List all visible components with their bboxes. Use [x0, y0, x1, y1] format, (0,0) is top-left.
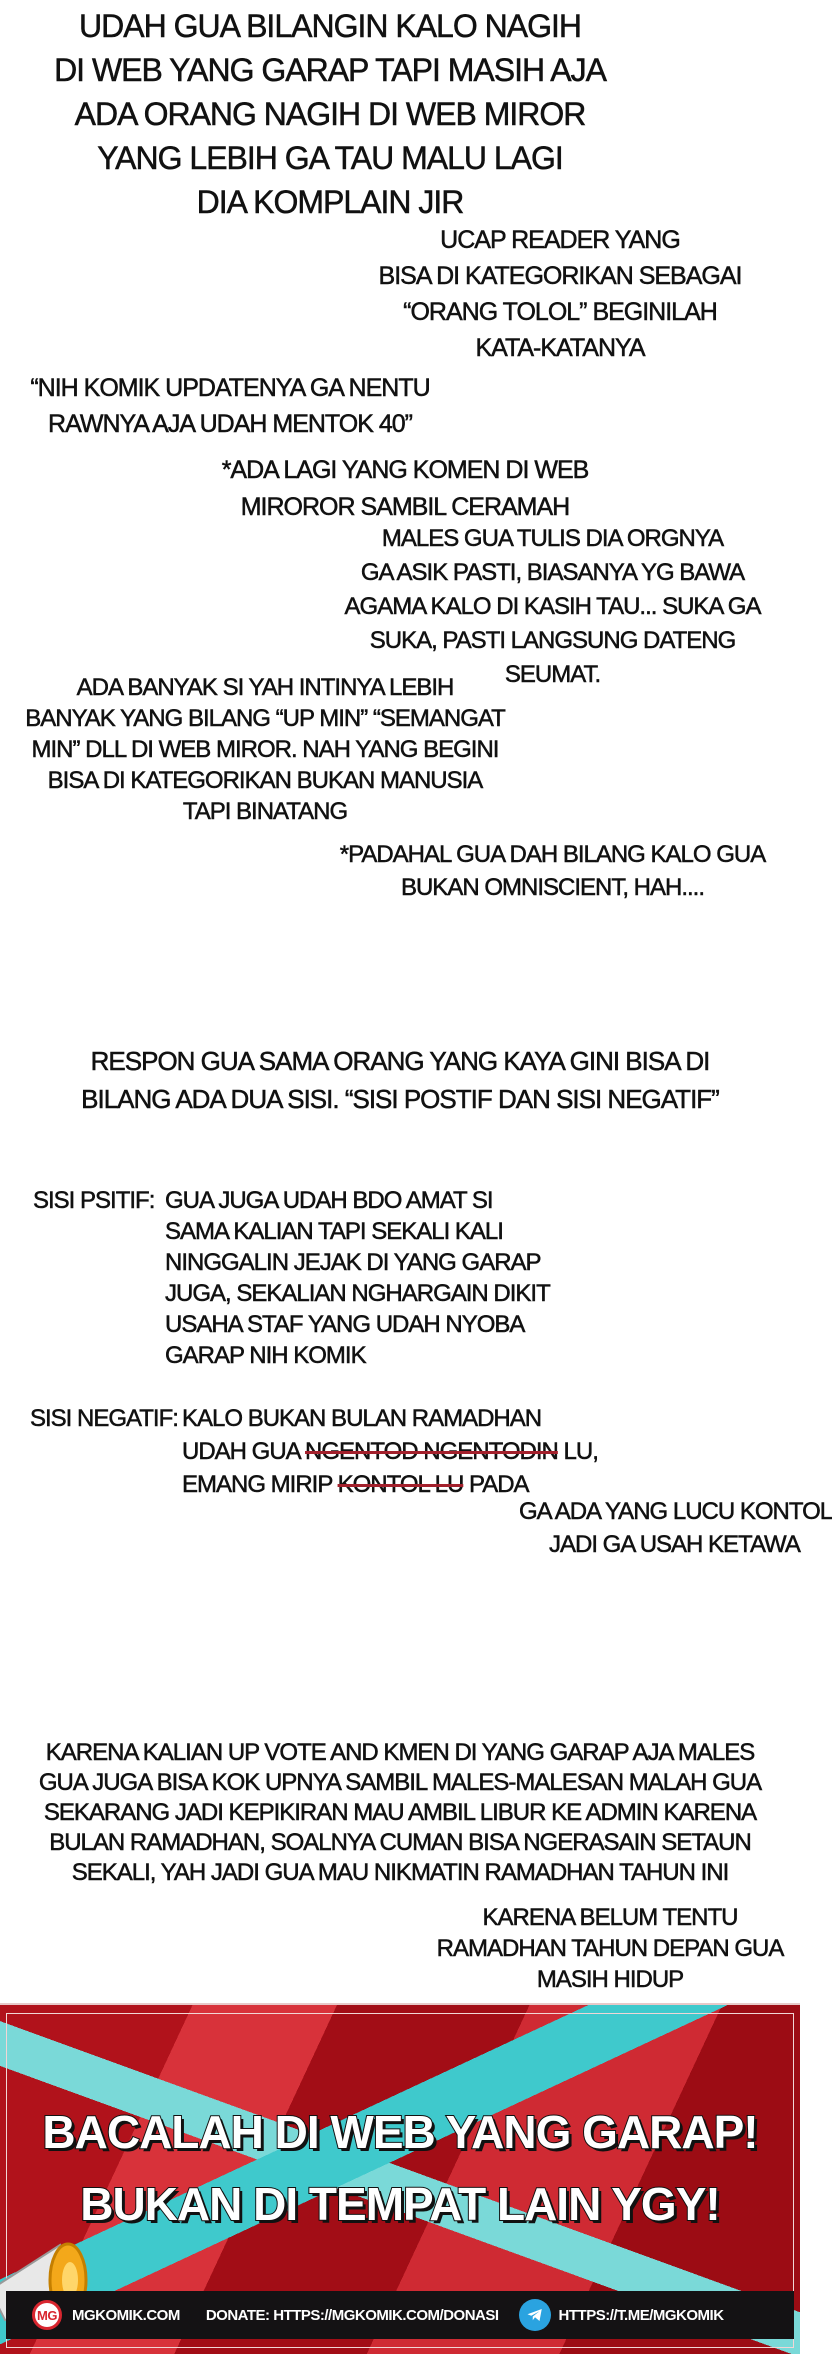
text-line: TAPI BINATANG: [182, 798, 348, 825]
text-line: DIA KOMPLAIN JIR: [196, 184, 464, 220]
text-block-mirror-comment: [190, 452, 620, 526]
text: EMANG MIRIP: [182, 1471, 338, 1498]
negative-label: SISI NEGATIF:: [30, 1405, 178, 1432]
text-line: SEKALI, YAH JADI GUA MAU NIKMATIN RAMADHAN TAHUN INI: [71, 1859, 729, 1886]
text-line: UCAP READER YANG: [440, 226, 680, 254]
text-block-reader: [360, 222, 760, 366]
text-line: MALES GUA TULIS DIA ORGNYA: [381, 525, 724, 552]
text-line: JADI GA USAH KETAWA: [549, 1531, 800, 1558]
promo-banner: [0, 2003, 800, 2354]
text-line: BULAN RAMADHAN, SOALNYA CUMAN BISA NGERASAIN SETAUN: [49, 1829, 751, 1856]
text-block-intro: [0, 4, 660, 224]
text-line: RESPON GUA SAMA ORANG YANG KAYA GINI BISA DI: [90, 1046, 710, 1076]
text-block-banyak: [0, 672, 530, 827]
text-line: MASIH HIDUP: [536, 1966, 684, 1993]
donate-link[interactable]: DONATE: HTTPS://MGKOMIK.COM/DONASI: [205, 2306, 499, 2324]
text-line: KARENA KALIAN UP VOTE AND KMEN DI YANG GARAP AJA MALES: [45, 1739, 755, 1766]
site-link[interactable]: MGKOMIK.COM: [72, 2306, 180, 2324]
text-line: BISA DI KATEGORIKAN SEBAGAI: [378, 262, 742, 290]
text: LU,: [557, 1438, 598, 1465]
text-line: ADA BANYAK SI YAH INTINYA LEBIH: [76, 674, 454, 701]
text-block-lucu: [519, 1495, 832, 1561]
text-line: BISA DI KATEGORIKAN BUKAN MANUSIA: [47, 767, 483, 794]
text-line: BILANG ADA DUA SISI. “SISI POSTIF DAN SISI NEGATIF”: [81, 1084, 719, 1114]
text-line: “ORANG TOLOL” BEGINILAH: [403, 298, 717, 326]
text-line: *ADA LAGI YANG KOMEN DI WEB: [221, 456, 589, 484]
text-line: [182, 1435, 598, 1468]
text-line: SEUMAT.: [504, 661, 601, 688]
negative-text: [182, 1402, 598, 1501]
text-line: SUKA, PASTI LANGSUNG DATENG: [369, 627, 736, 654]
text-line: DI WEB YANG GARAP TAPI MASIH AJA: [54, 52, 606, 88]
text-line: ADA ORANG NAGIH DI WEB MIROR: [74, 96, 586, 132]
text-line: NINGGALIN JEJAK DI YANG GARAP: [165, 1249, 541, 1276]
text-line: YANG LEBIH GA TAU MALU LAGI: [97, 140, 563, 176]
text-line: “NIH KOMIK UPDATENYA GA NENTU: [30, 374, 430, 402]
telegram-link[interactable]: HTTPS://T.ME/MGKOMIK: [558, 2306, 724, 2324]
positive-text: [165, 1185, 550, 1371]
text-block-respon: [0, 1042, 800, 1118]
text: PADA: [463, 1471, 529, 1498]
text-line: GA ADA YANG LUCU KONTOL: [519, 1498, 832, 1525]
text-block-karena: [0, 1738, 800, 1888]
text-line: *PADAHAL GUA DAH BILANG KALO GUA: [339, 841, 766, 868]
text-line: GARAP NIH KOMIK: [165, 1342, 366, 1369]
banner-title-line: BACALAH DI WEB YANG GARAP!: [42, 2106, 758, 2158]
text-line: RAMADHAN TAHUN DEPAN GUA: [436, 1935, 784, 1962]
text-line: SEKARANG JADI KEPIKIRAN MAU AMBIL LIBUR KE ADMIN KARENA: [43, 1799, 757, 1826]
text-line: BANYAK YANG BILANG “UP MIN” “SEMANGAT: [25, 705, 505, 732]
text-line: GUA JUGA BISA KOK UPNYA SAMBIL MALES-MALESAN MALAH GUA: [38, 1769, 762, 1796]
text-line: USAHA STAF YANG UDAH NYOBA: [165, 1311, 525, 1338]
text-line: UDAH GUA BILANGIN KALO NAGIH: [79, 8, 581, 44]
text-line: JUGA, SEKALIAN NGHARGAIN DIKIT: [165, 1280, 550, 1307]
text-block-males: [330, 522, 775, 692]
text-line: KALO BUKAN BULAN RAMADHAN: [182, 1405, 542, 1432]
text: UDAH GUA: [182, 1438, 306, 1465]
text-block-padahal: [330, 838, 775, 904]
positive-label: SISI PSITIF:: [33, 1187, 155, 1214]
banner-title-line: BUKAN DI TEMPAT LAIN YGY!: [80, 2178, 720, 2230]
text-line: KARENA BELUM TENTU: [482, 1904, 738, 1931]
text-block-quote: [0, 370, 460, 442]
mgkomik-logo: MG: [32, 2300, 62, 2330]
struck-text: KONTOL LU: [337, 1471, 464, 1498]
telegram-icon: [519, 2299, 551, 2331]
text-line: BUKAN OMNISCIENT, HAH....: [400, 874, 705, 901]
text-line: GUA JUGA UDAH BDO AMAT SI: [165, 1187, 493, 1214]
text-line: RAWNYA AJA UDAH MENTOK 40”: [48, 410, 412, 438]
text-line: GA ASIK PASTI, BIASANYA YG BAWA: [360, 559, 745, 586]
struck-text: NGENTOD NGENTODIN: [305, 1438, 558, 1465]
text-line: KATA-KATANYA: [475, 334, 645, 362]
text-line: MIN” DLL DI WEB MIROR. NAH YANG BEGINI: [31, 736, 499, 763]
text-line: SAMA KALIAN TAPI SEKALI KALI: [165, 1218, 503, 1245]
text-line: MIROROR SAMBIL CERAMAH: [240, 493, 570, 521]
text-line: AGAMA KALO DI KASIH TAU... SUKA GA: [344, 593, 761, 620]
text-block-belum-tentu: [420, 1902, 800, 1995]
banner-footer: [6, 2291, 794, 2339]
